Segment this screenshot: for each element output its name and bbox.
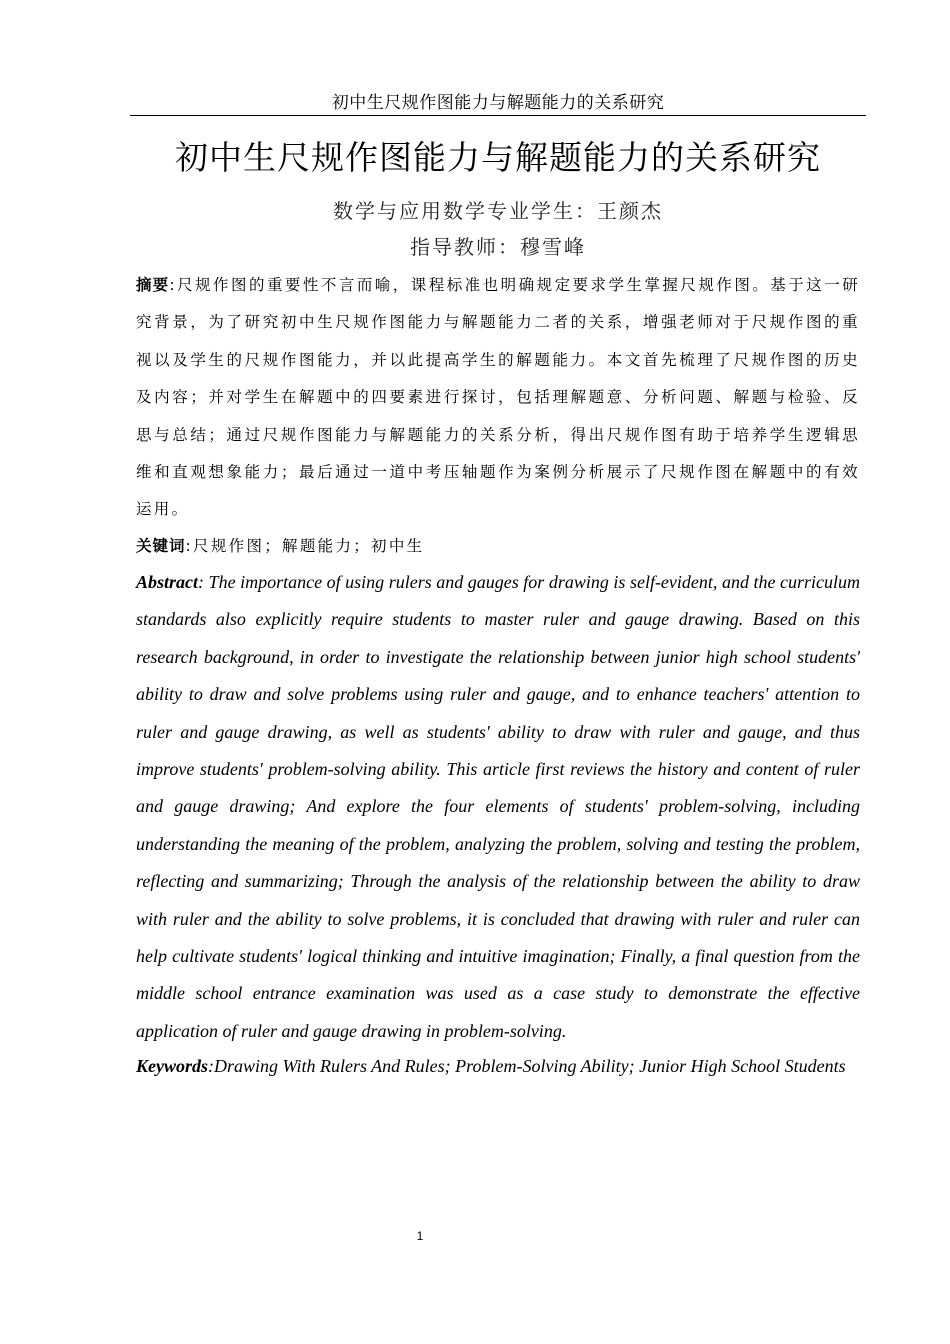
advisor-line: 指导教师：穆雪峰 (410, 235, 586, 259)
page-number: 1 (416, 1229, 424, 1243)
header-rule (130, 115, 866, 116)
keywords-cn-label: 关键词 (136, 537, 186, 555)
abstract-cn-text: 尺规作图的重要性不言而喻，课程标准也明确规定要求学生掌握尺规作图。基于这一研究背景，为了研究初中生尺规作图能力与解题能力二者的关系，增强老师对于尺规作图的重视以及学生的尺规作图能力，并以此提高学生的解题能力。本文首先梳理了尺规作图的历史及内容；并对学生在解题中的四要素进行探讨，包括理解题意、分析问题、解题与检验、反思与总结；通过尺规作图能力与解题能力的关系分析，得出尺规作图有助于培养学生逻辑思维和直观想象能力；最后通过一道中考压轴题作为案例分析展示了尺规作图在解题中的有效运用。 (136, 276, 860, 519)
abstract-cn-label: 摘要 (136, 276, 170, 294)
keywords-en-label: Keywords (136, 1056, 208, 1076)
abstract-en-label: Abstract (136, 572, 199, 592)
abstract-en-text: The importance of using rulers and gauges for drawing is self-evident, and the curriculum standards also explicitly require students to master ruler and gauge drawing. Based on this research background, in order to investigate the relationship between junior high school students' ability to draw and solve problems using ruler and gauge, and to enhance teachers' attention to ruler and gauge drawing, as well as students' ability to draw with ruler and gauge, and thus improve students' problem-solving ability. This article first reviews the history and content of ruler and gauge drawing; And explore the four elements of students' problem-solving, including understanding the meaning of the problem, analyzing the problem, solving and testing the problem, reflecting and summarizing; Through the analysis of the relationship between the ability to draw with ruler and the ability to solve problems, it is concluded that drawing with ruler and ruler can help cultivate students' logical thinking and intuitive imagination; Finally, a final question from the middle school entrance examination was used as a case study to demonstrate the effective application of ruler and gauge drawing in problem-solving. (136, 572, 860, 1041)
keywords-cn-separator: : (185, 537, 194, 555)
running-header: 初中生尺规作图能力与解题能力的关系研究 (331, 93, 665, 113)
keywords-cn-text: 尺规作图；解题能力；初中生 (193, 537, 425, 555)
keywords-en-separator: : (208, 1056, 214, 1076)
keywords-cn (136, 528, 860, 565)
author-line: 数学与应用数学专业学生：王颜杰 (333, 199, 663, 223)
keywords-en (136, 1048, 860, 1085)
keywords-en-text: Drawing With Rulers And Rules; Problem-Solving Ability; Junior High School Students (214, 1056, 846, 1076)
abstract-en-separator: : (198, 572, 205, 592)
abstract-cn (136, 267, 860, 529)
abstract-en (136, 564, 860, 1050)
paper-title: 初中生尺规作图能力与解题能力的关系研究 (175, 138, 821, 177)
abstract-cn-separator: : (169, 276, 177, 294)
